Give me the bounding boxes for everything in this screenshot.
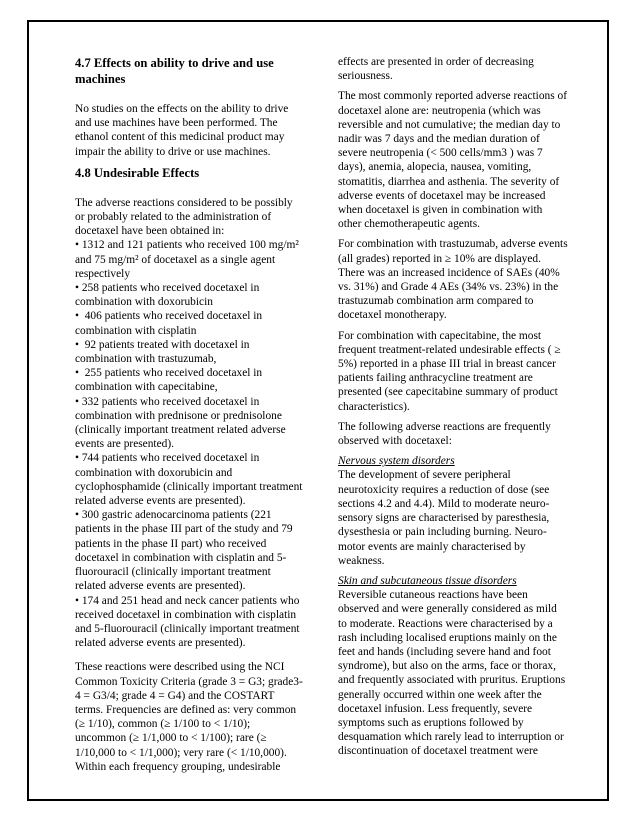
paragraph: For combination with capecitabine, the most frequent treatment-related undesirable effects ( ≥ 5%) reported in a phase III trial in breast cancer patients failing anthracycline treatment are presented (see capecitabine summary of product characteristics). xyxy=(338,329,561,413)
bullet-item: • 92 patients treated with docetaxel in combination with trastuzumab, xyxy=(75,338,303,366)
paragraph: The following adverse reactions are frequently observed with docetaxel: xyxy=(338,420,551,448)
bullet-item: • 406 patients who received docetaxel in combination with cisplatin xyxy=(75,309,303,337)
paragraph: For combination with trastuzumab, adverse events (all grades) reported in ≥ 10% are displayed. There was an increased incidence of SAEs (40% vs. 31%) and Grade 4 AEs (34% vs. 23%) in the trastuzumab combination arm compared to docetaxel monotherapy. xyxy=(338,238,568,322)
section-heading-4-7: 4.7 Effects on ability to drive and use machines xyxy=(75,56,274,86)
right-column xyxy=(338,55,568,759)
subheading-nervous-system: Nervous system disorders xyxy=(338,455,455,468)
bullet-item: • 174 and 251 head and neck cancer patients who received docetaxel in combination with cisplatin and 5-fluorouracil (clinically important treatment related adverse events are presented). xyxy=(75,594,303,651)
bullet-item: • 1312 and 121 patients who received 100 mg/m² and 75 mg/m² of docetaxel as a single agent respectively xyxy=(75,238,303,281)
paragraph: These reactions were described using the NCI Common Toxicity Criteria (grade 3 = G3; grade3-4 = G3/4; grade 4 = G4) and the COSTART terms. Frequencies are defined as: very common (≥ 1/10), common (≥ 1/100 to < 1/10); uncommon (≥ 1/1,000 to < 1/100); rare (≥ 1/10,000 to < 1/1,000); very rare (< 1/10,000). Within each frequency grouping, undesirable xyxy=(75,661,303,773)
paragraph: The development of severe peripheral neurotoxicity requires a reduction of dose (see sections 4.2 and 4.4). Mild to moderate neuro-sensory signs are characterised by paresthesia, dysesthesia or pain including burning. Neuro-motor events are mainly characterised by weakness. xyxy=(338,469,550,567)
subheading-skin-disorders: Skin and subcutaneous tissue disorders xyxy=(338,574,517,587)
paragraph: No studies on the effects on the ability to drive and use machines have been performed. The ethanol content of this medicinal product may impair the ability to drive or use machines. xyxy=(75,103,289,158)
bullet-item: • 744 patients who received docetaxel in combination with doxorubicin and cyclophosphamide (clinically important treatment related adverse events are presented). xyxy=(75,451,303,508)
section-heading-4-8: 4.8 Undesirable Effects xyxy=(75,165,200,180)
paragraph: The most commonly reported adverse reactions of docetaxel alone are: neutropenia (which was reversible and not cumulative; the median day to nadir was 7 days and the median duration of severe neutropenia (< 500 cells/mm3 ) was 7 days), anemia, alopecia, nausea, vomiting, stomatitis, diarrhea and asthenia. The severity of adverse events of docetaxel may be increased when docetaxel is given in combination with other chemotherapeutic agents. xyxy=(338,90,568,231)
bullet-item: • 300 gastric adenocarcinoma patients (221 patients in the phase III part of the study and 79 patients in the phase II part) who received docetaxel in combination with cisplatin and 5-fluorouracil (clinically important treatment related adverse events are presented). xyxy=(75,508,303,593)
paragraph: effects are presented in order of decreasing seriousness. xyxy=(338,56,534,83)
paragraph: Reversible cutaneous reactions have been observed and were generally considered as mild to moderate. Reactions were characterised by a rash including localised eruptions mainly on the feet and hands (including severe hand and foot syndrome), but also on the arms, face or thorax, and frequently associated with pruritus. Eruptions generally occurred within one week after the docetaxel infusion. Less frequently, severe symptoms such as eruptions followed by desquamation which rarely lead to interruption or discontinuation of docetaxel treatment were xyxy=(338,589,566,758)
bullet-item: • 255 patients who received docetaxel in combination with capecitabine, xyxy=(75,366,303,394)
bullet-item: • 332 patients who received docetaxel in combination with prednisone or prednisolone (clinically important treatment related adverse events are presented). xyxy=(75,395,303,452)
left-column xyxy=(75,55,303,774)
bullet-item: • 258 patients who received docetaxel in combination with doxorubicin xyxy=(75,281,303,309)
paragraph: The adverse reactions considered to be possibly or probably related to the administration of docetaxel have been obtained in: xyxy=(75,196,293,238)
